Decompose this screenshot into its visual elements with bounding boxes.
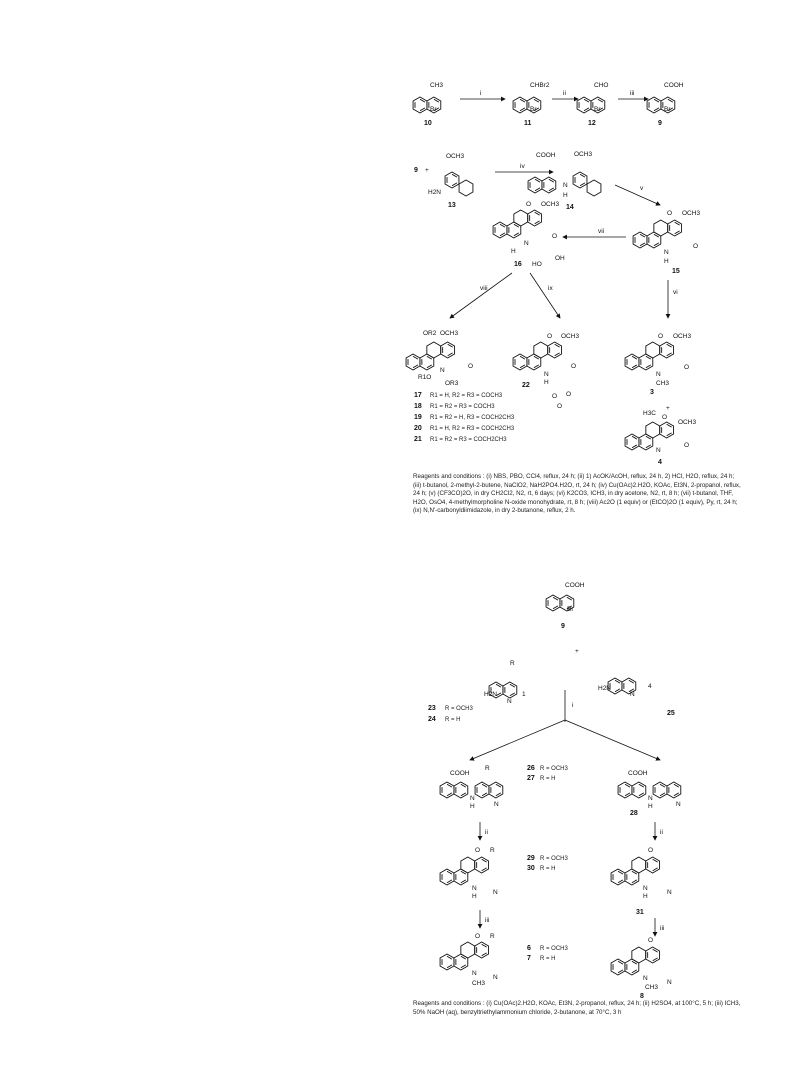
rgroup-text-7: R = H: [540, 956, 556, 962]
compound-label-25: 25: [667, 710, 675, 717]
substituent-15-o2: O: [693, 243, 699, 250]
plus-sign-products: +: [666, 405, 670, 412]
compound-15: [633, 210, 700, 275]
compound-label-9-row2: 9: [414, 167, 418, 174]
compound-label-31: 31: [636, 909, 644, 916]
substituent-67-n: N: [472, 970, 477, 977]
substituent-4-o: O: [662, 414, 668, 421]
plus-sign-scheme2: +: [575, 648, 579, 655]
substituent-67-ch3: CH3: [472, 980, 486, 987]
substituent-28-n: N: [648, 795, 653, 802]
substituent-22-o: O: [547, 333, 553, 340]
substituent-16-h: H: [511, 248, 516, 255]
compound-label-8: 8: [640, 993, 644, 1000]
step-label-viii: viii: [480, 285, 488, 292]
compound-label-4: 4: [658, 459, 662, 466]
compound-8: [611, 937, 672, 1000]
compound-13: [428, 153, 473, 209]
substituent-13-och3: OCH3: [446, 153, 465, 160]
s2-step-label-i: i: [572, 702, 574, 709]
rgroup-text-20: R1 = H, R2 = R3 = COCH2CH3: [430, 426, 515, 432]
substituent-28-cooh: COOH: [628, 770, 648, 777]
arrow-step-viii: [450, 273, 512, 318]
substituent-15-och3: OCH3: [682, 210, 701, 217]
substituent-15-n: N: [664, 249, 669, 256]
substituent-16-n: N: [524, 240, 529, 247]
rgroup-text-21: R1 = R2 = R3 = COCH2CH3: [430, 437, 507, 443]
step-label-v: v: [640, 185, 644, 192]
rgroup-text-26: R = OCH3: [540, 766, 568, 772]
substituent-31-h: H: [643, 893, 648, 900]
substituent-22-och3: OCH3: [561, 333, 580, 340]
substituent-67-r: R: [490, 933, 495, 940]
substituent-12-top: CHO: [594, 82, 609, 89]
rgroup-text-30: R = H: [540, 866, 556, 872]
compound-6-7-core: [440, 933, 498, 987]
compound-label-9: 9: [658, 120, 662, 127]
substituent-9-br: Br: [664, 106, 671, 113]
substituent-2930-r: R: [490, 847, 495, 854]
rgroup-text-18: R1 = R2 = R3 = COCH3: [430, 404, 495, 410]
substituent-10-top: CH3: [430, 82, 444, 89]
rgroup-text-17: R1 = H, R2 = R3 = COCH3: [430, 393, 503, 399]
rgroup-text-23: R = OCH3: [445, 706, 473, 712]
plus-sign-scheme1: +: [425, 167, 429, 174]
substituent-4-n: N: [656, 447, 661, 454]
substituent-quin-nh2: H2N: [484, 691, 498, 698]
substituent-22-o5: O: [557, 403, 563, 410]
substituent-2930-n: N: [472, 885, 477, 892]
substituent-16-o2: O: [552, 233, 558, 240]
arrow-step-v: [615, 185, 660, 205]
scheme1-caption: Reagents and conditions : (i) NBS, PBO, CCl4, reflux, 24 h; (ii) 1) AcOK/AcOH, reflux, 24 h, 2) HCl, H2O, reflux, 24 h; (iii) t-butanol, 2-methyl-2-butene, NaClO2, NaH2PO4.H2O, rt, 24 h; (iv) Cu(OAc)2.H2O, KOAc, Et3N, 2-propanol, reflux, 24 h; (v) (CF3CO)2O, in dry CH2Cl2, N2, rt, 6 days; (vi) K2CO3, ICH3, in dry acetone, N2, rt, 8 h; (vii) t-butanol, THF, H2O, OsO4, 4-methylmorpholine N-oxide monohydrate, rt, 8 h; (viii) Ac2O (1 equiv) or (EtCO)2O (1 equiv), Py, rt, 24 h; (ix) N,N'-carbonyldiimidazole, in dry 2-butanone, reflux, 2 h.: [413, 473, 741, 515]
rgroup-num-20: 20: [414, 425, 422, 432]
rgroup-text-6: R = OCH3: [540, 946, 568, 952]
rgroup-num-18: 18: [414, 403, 422, 410]
substituent-16-och3: OCH3: [541, 201, 560, 208]
substituent-25-nh2: H2N: [598, 685, 612, 692]
substituent-11-br: Br: [530, 106, 537, 113]
compound-16: [493, 201, 565, 268]
ring-number-4: 4: [648, 683, 652, 690]
rgroup-text-27: R = H: [540, 776, 556, 782]
substituent-16-o: O: [526, 201, 532, 208]
compound-25: [598, 678, 675, 717]
substituent-11-top: CHBr2: [530, 82, 550, 89]
compound-22: [513, 333, 579, 410]
compound-label-14: 14: [566, 204, 574, 211]
substituent-10-br: Br: [430, 106, 437, 113]
substituent-core-o: O: [468, 363, 474, 370]
substituent-22-o4: O: [566, 391, 572, 398]
substituent-4-och3: OCH3: [678, 419, 697, 426]
compound-29-30-core: [440, 847, 498, 900]
compound-23-24-core: [484, 660, 526, 705]
rgroup-num-27: 27: [527, 775, 535, 782]
s2-arrow-right: [565, 720, 660, 760]
s2-step-label-left-ii: ii: [485, 829, 488, 836]
substituent-s2-9-br: Br: [567, 606, 574, 613]
rgroup-text-24: R = H: [445, 717, 461, 723]
rgroup-num-7: 7: [527, 955, 531, 962]
substituent-2627-h: H: [470, 803, 475, 810]
substituent-67-o: O: [475, 933, 481, 940]
substituent-16-oh: OH: [555, 255, 565, 262]
substituent-core-or2: OR2: [423, 330, 437, 337]
substituent-quin-r: R: [510, 660, 515, 667]
compound-label-13: 13: [448, 202, 456, 209]
compound-9: [647, 82, 684, 127]
substituent-14-cooh: COOH: [536, 152, 556, 159]
substituent-14-och3: OCH3: [574, 151, 593, 158]
substituent-8-o: O: [648, 937, 654, 944]
rgroup-num-17: 17: [414, 392, 422, 399]
substituent-core-or3: OR3: [445, 380, 459, 387]
substituent-2930-o: O: [475, 847, 481, 854]
substituent-8-n: N: [643, 975, 648, 982]
rgroup-num-19: 19: [414, 414, 422, 421]
compound-label-22: 22: [522, 382, 530, 389]
compound-3: [625, 333, 691, 396]
substituent-4-o2: O: [684, 442, 690, 449]
compound-17-21-core: [406, 330, 473, 387]
substituent-15-o: O: [667, 210, 673, 217]
compound-14: [528, 151, 601, 211]
substituent-3-n: N: [656, 371, 661, 378]
substituent-quin-n: N: [507, 698, 512, 705]
substituent-core-och3: OCH3: [440, 330, 459, 337]
step-label-ix: ix: [548, 285, 553, 292]
substituent-4-h3c: H3C: [643, 410, 657, 417]
scheme2-caption: Reagents and conditions : (i) Cu(OAc)2.H2O, KOAc, Et3N, 2-propanol, reflux, 24 h; (ii) H2SO4, at 100°C, 5 h; (iii) ICH3, 50% NaOH (aq), benzyltriethylammonium chloride, 2-butanone, at 70°C, 3 h: [413, 1000, 741, 1016]
rgroup-num-30: 30: [527, 865, 535, 872]
step-label-iii: iii: [630, 90, 635, 97]
step-label-vi: vi: [673, 289, 678, 296]
step-label-i: i: [480, 90, 482, 97]
substituent-2627-cooh: COOH: [450, 770, 470, 777]
substituent-2627-r: R: [485, 765, 490, 772]
rgroup-num-23: 23: [428, 705, 436, 712]
substituent-14-n: N: [563, 182, 568, 189]
compound-12: [577, 82, 608, 127]
substituent-8-ch3: CH3: [645, 984, 659, 991]
substituent-8-n2: N: [667, 979, 672, 986]
rgroup-num-26: 26: [527, 765, 535, 772]
s2-step-label-right-ii: ii: [660, 829, 663, 836]
substituent-22-o2: O: [571, 363, 577, 370]
compound-label-15: 15: [672, 268, 680, 275]
arrow-step-ix: [530, 273, 560, 318]
substituent-31-n: N: [643, 885, 648, 892]
substituent-67-n2: N: [493, 974, 498, 981]
rgroup-text-29: R = OCH3: [540, 856, 568, 862]
compound-28: [618, 770, 681, 817]
compound-26-27-core: [440, 765, 503, 810]
substituent-31-o: O: [648, 847, 654, 854]
substituent-2930-h: H: [472, 893, 477, 900]
step-label-ii: ii: [563, 90, 566, 97]
substituent-3-o2: O: [684, 364, 690, 371]
substituent-16-ho: HO: [532, 261, 542, 268]
rgroup-num-6: 6: [527, 945, 531, 952]
substituent-3-ch3: CH3: [656, 380, 670, 387]
compound-label-28: 28: [630, 810, 638, 817]
substituent-22-n: N: [544, 371, 549, 378]
s2-step-label-right-iii: iii: [660, 925, 665, 932]
substituent-22-h: H: [544, 379, 549, 386]
substituent-3-o: O: [658, 333, 664, 340]
compound-31: [611, 847, 672, 916]
compound-label-3: 3: [650, 389, 654, 396]
substituent-12-br: Br: [594, 106, 601, 113]
substituent-3-och3: OCH3: [673, 333, 692, 340]
substituent-22-o3: O: [552, 393, 558, 400]
substituent-2930-n2: N: [493, 889, 498, 896]
step-label-vii: vii: [598, 228, 605, 235]
compound-4: [625, 410, 696, 466]
compound-label-10: 10: [424, 120, 432, 127]
substituent-13-nh2: H2N: [428, 189, 442, 196]
compound-label-12: 12: [588, 120, 596, 127]
substituent-28-h: H: [648, 803, 653, 810]
rgroup-num-21: 21: [414, 436, 422, 443]
s2-step-label-left-iii: iii: [485, 917, 490, 924]
substituent-14-h: H: [563, 192, 568, 199]
compound-label-11: 11: [524, 120, 532, 127]
scheme2-compound-9: [546, 582, 585, 630]
rgroup-num-24: 24: [428, 716, 436, 723]
substituent-31-n2: N: [667, 889, 672, 896]
substituent-core-r1o: R1O: [418, 374, 432, 381]
substituent-9-top: COOH: [664, 82, 684, 89]
compound-11: [513, 82, 550, 127]
substituent-15-h: H: [664, 258, 669, 265]
compound-10: [413, 82, 443, 127]
compound-label-16: 16: [514, 261, 522, 268]
step-label-iv: iv: [520, 163, 525, 170]
substituent-2627-n2: N: [494, 801, 499, 808]
substituent-2627-n: N: [470, 795, 475, 802]
compound-label-s2-9: 9: [561, 623, 565, 630]
s2-arrow-left: [470, 720, 565, 760]
ring-number-1: 1: [522, 691, 526, 698]
substituent-28-n2: N: [676, 801, 681, 808]
substituent-25-n: N: [630, 691, 635, 698]
substituent-s2-9-cooh: COOH: [565, 582, 585, 589]
substituent-core-n: N: [440, 367, 445, 374]
rgroup-num-29: 29: [527, 855, 535, 862]
rgroup-text-19: R1 = R2 = H, R3 = COCH2CH3: [430, 415, 515, 421]
